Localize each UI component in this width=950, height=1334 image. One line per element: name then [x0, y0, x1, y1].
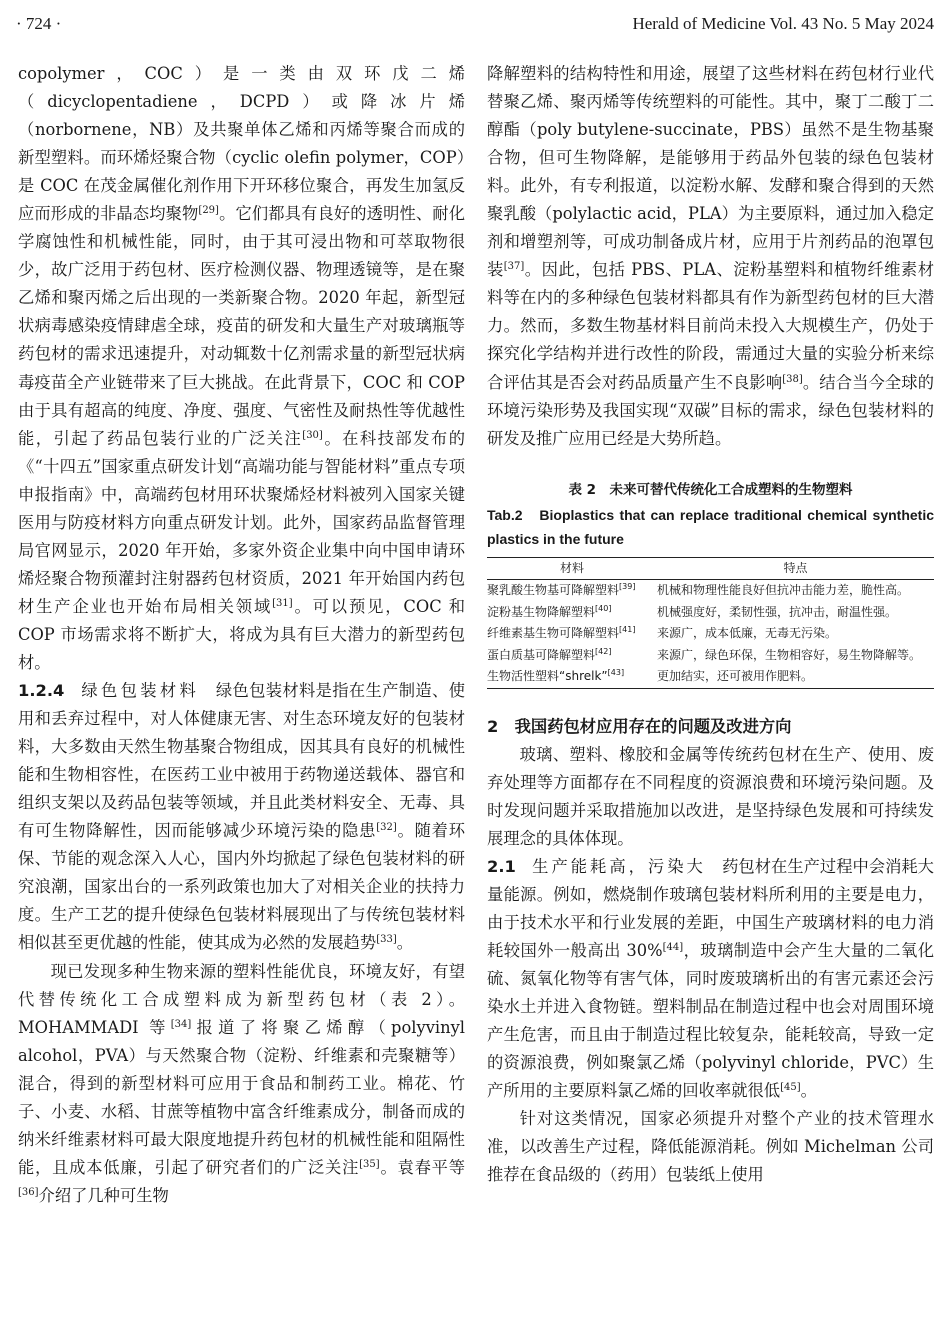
citation[interactable]: [38]: [782, 373, 803, 385]
citation[interactable]: [35]: [359, 1158, 380, 1170]
column-header-features: 特点: [657, 557, 934, 580]
page-header: [16, 14, 934, 44]
right-column: [487, 60, 934, 1189]
section-number: 2: [487, 716, 499, 736]
left-column: [18, 60, 465, 1210]
section-title: 我国药包材应用存在的问题及改进方向: [514, 716, 792, 736]
citation[interactable]: [33]: [376, 934, 397, 946]
section-number: 2.1: [487, 856, 516, 876]
paragraph-green-packaging: 1.2.4 绿色包装材料 绿色包装材料是指在生产制造、使用和丢弃过程中，对人体健康无害、对生态环境友好的包装材料，大多数由天然生物基聚合物组成，因其具有良好的机械性能和生物相容性，在医药工业中被用于药物递送载体、器官和组织支架以及药品包装等领域，并且此类材料安全、无毒、具有可生物降解性，因而能够减少环境污染的隐患[32]。随着环保、节能的观念深入人心，国内外均掀起了绿色包装材料的研究浪潮，国家出台的一系列政策也加大了对相关企业的扶持力度。生产工艺的提升使绿色包装材料展现出了与传统包装材料相似甚至更优越的性能，使其成为必然的发展趋势[33]。: [18, 681, 465, 953]
section-title: 生产能耗高，污染大: [532, 856, 706, 876]
table-row: 蛋白质基可降解塑料[42] 来源广，绿色环保，生物相容好，易生物降解等。: [487, 646, 922, 662]
citation[interactable]: [37]: [503, 261, 525, 273]
citation[interactable]: [39]: [619, 582, 636, 592]
table-2: [487, 477, 934, 689]
citation[interactable]: [32]: [376, 822, 397, 834]
journal-info: Herald of Medicine Vol. 43 No. 5 May 2024: [632, 14, 934, 33]
citation[interactable]: [40]: [595, 603, 612, 613]
section-2-heading: [487, 713, 934, 741]
citation[interactable]: [29]: [198, 205, 219, 217]
citation[interactable]: [42]: [595, 646, 612, 656]
paragraph-pbs-pla: 降解塑料的结构特性和用途，展望了这些材料在药包材行业代替聚乙烯、聚丙烯等传统塑料的可能性。其中，聚丁二酸丁二醇酯（poly butylene-succinate，PBS）虽然不是生物基聚合物，但可生物降解，是能够用于药品外包装的绿色包装材料。此外，有专利报道，以淀粉水解、发酵和聚合得到的天然聚乳酸（polylactic acid，PLA）为主要原料，通过加入稳定剂和增塑剂等，可成功制备成片材，应用于片剂药品的泡罩包装[37]。因此，包括 PBS、PLA、淀粉基塑料和植物纤维素材料等在内的多种绿色包装材料都具有作为新型药包材的巨大潜力。然而，多数生物基材料目前尚未投入大规模生产，仍处于探究化学结构并进行改性的阶段，需通过大量的实验分析来综合评估其是否会对药品质量产生不良影响[38]。结合当今全球的环境污染形势及我国实现“双碳”目标的需求，绿色包装材料的研发及推广应用已经是大势所趋。: [487, 64, 934, 448]
paragraph-problems-intro: 玻璃、塑料、橡胶和金属等传统药包材在生产、使用、废弃处理等方面都存在不同程度的资源浪费和环境污染问题。及时发现问题并采取措施加以改进，是坚持绿色发展和可持续发展理念的具体体现。: [487, 744, 934, 848]
citation[interactable]: [45]: [780, 1082, 801, 1094]
citation[interactable]: [43]: [607, 668, 625, 678]
citation[interactable]: [36]: [18, 1186, 39, 1198]
table-row: 淀粉基生物降解塑料[40] 机械强度好，柔韧性强，抗冲击，耐温性强。: [487, 603, 898, 619]
table-row: 聚乳酸生物基可降解塑料[39] 机械和物理性能良好但抗冲击能力差，脆性高。: [487, 582, 910, 598]
paragraph-bioplastics: 现已发现多种生物来源的塑料性能优良，环境友好，有望代替传统化工合成塑料成为新型药包材（表 2）。MOHAMMADI 等[34]报道了将聚乙烯醇（polyvinyl alcohol，PVA）与天然聚合物（淀粉、纤维素和壳聚糖等）混合，得到的新型材料可应用于食品和制药工业。棉花、竹子、小麦、水稻、甘蔗等植物中富含纤维素成分，制备而成的纳米纤维素材料可最大限度地提升药包材的机械性能和阻隔性能，且成本低廉，引起了研究者们的广泛关注[35]。袁春平等[36]介绍了几种可生物: [18, 961, 465, 1205]
citation[interactable]: [31]: [272, 597, 293, 609]
section-number: 1.2.4: [18, 681, 65, 701]
bioplastics-table: [487, 557, 934, 689]
table-caption-cn: 表 2 未来可替代传统化工合成塑料的生物塑料: [568, 481, 853, 498]
citation[interactable]: [41]: [619, 625, 636, 635]
table-caption-en: Tab.2 Bioplastics that can replace traditional chemical synthetic plastics in the future: [487, 506, 934, 547]
citation[interactable]: [34]: [170, 1018, 192, 1030]
page-number: · 724 ·: [16, 14, 62, 33]
column-header-material: 材料: [487, 557, 657, 580]
paragraph-measures: 针对这类情况，国家必须提升对整个产业的技术管理水准，以改善生产过程，降低能源消耗。例如 Michelman 公司推荐在食品级的（药用）包装纸上使用: [487, 1109, 934, 1185]
paragraph-coc-cop: copolymer，COC）是一类由双环戊二烯（dicyclopentadiene，DCPD）或降冰片烯（norbornene，NB）及共聚单体乙烯和丙烯等聚合而成的新型塑料。而环烯烃聚合物（cyclic olefin polymer，COP）是 COC 在茂金属催化剂作用下开环移位聚合，再发生加氢反应而形成的非晶态均聚物[29]。它们都具有良好的透明性、耐化学腐蚀性和机械性能，同时，由于其可浸出物和可萃取物很少，故广泛用于药包材、医疗检测仪器、物理透镜等，是在聚乙烯和聚丙烯之后出现的一类新聚合物。2020 年起，新型冠状病毒感染疫情肆虐全球，疫苗的研发和大量生产对玻璃瓶等药包材的需求迅速提升，对动辄数十亿剂需求量的新型冠状病毒疫苗全产业链带来了巨大挑战。在此背景下，COC 和 COP 由于具有超高的纯度、净度、强度、气密性及耐热性等优越性能，引起了药品包装行业的广泛关注[30]。在科技部发布的《“十四五”国家重点研发计划“高端功能与智能材料”重点专项申报指南》中，高端药包材用环状聚烯烃材料被列入国家关键医用与防疫材料方向重点研发计划。此外，国家药品监督管理局官网显示，2020 年开始，多家外资企业集中向中国申请环烯烃聚合物预灌封注射器药包材资质，2021 年开始国内药包材生产企业也开始布局相关领域[31]。可以预见，COC 和 COP 市场需求将不断扩大，将成为具有巨大潜力的新型药包材。: [18, 64, 465, 672]
paragraph-energy: 2.1 生产能耗高，污染大 药包材在生产过程中会消耗大量能源。例如，燃烧制作玻璃包装材料所利用的主要是电力，由于技术水平和行业发展的差距，中国生产玻璃材料的电力消耗较国外一般高出 30%[44]，玻璃制造中会产生大量的二氧化硫、氮氧化物等有害气体，同时废玻璃析出的有害元素还会污染水土并进入食物链。塑料制品在制造过程中也会对周围环境产生危害，而且由于制造过程比较复杂，能耗较高，导致一定的资源浪费，例如聚氯乙烯（polyvinyl chloride，PVC）生产所用的主要原料氯乙烯的回收率就很低[45]。: [487, 856, 934, 1101]
section-title: 绿色包装材料: [81, 681, 200, 701]
table-row: 纤维素基生物可降解塑料[41] 来源广，成本低廉，无毒无污染。: [487, 625, 838, 641]
citation[interactable]: [44]: [662, 942, 684, 954]
table-row: 生物活性塑料“shrelk”[43] 更加结实，还可被用作肥料。: [487, 666, 934, 688]
citation[interactable]: [30]: [302, 429, 323, 441]
